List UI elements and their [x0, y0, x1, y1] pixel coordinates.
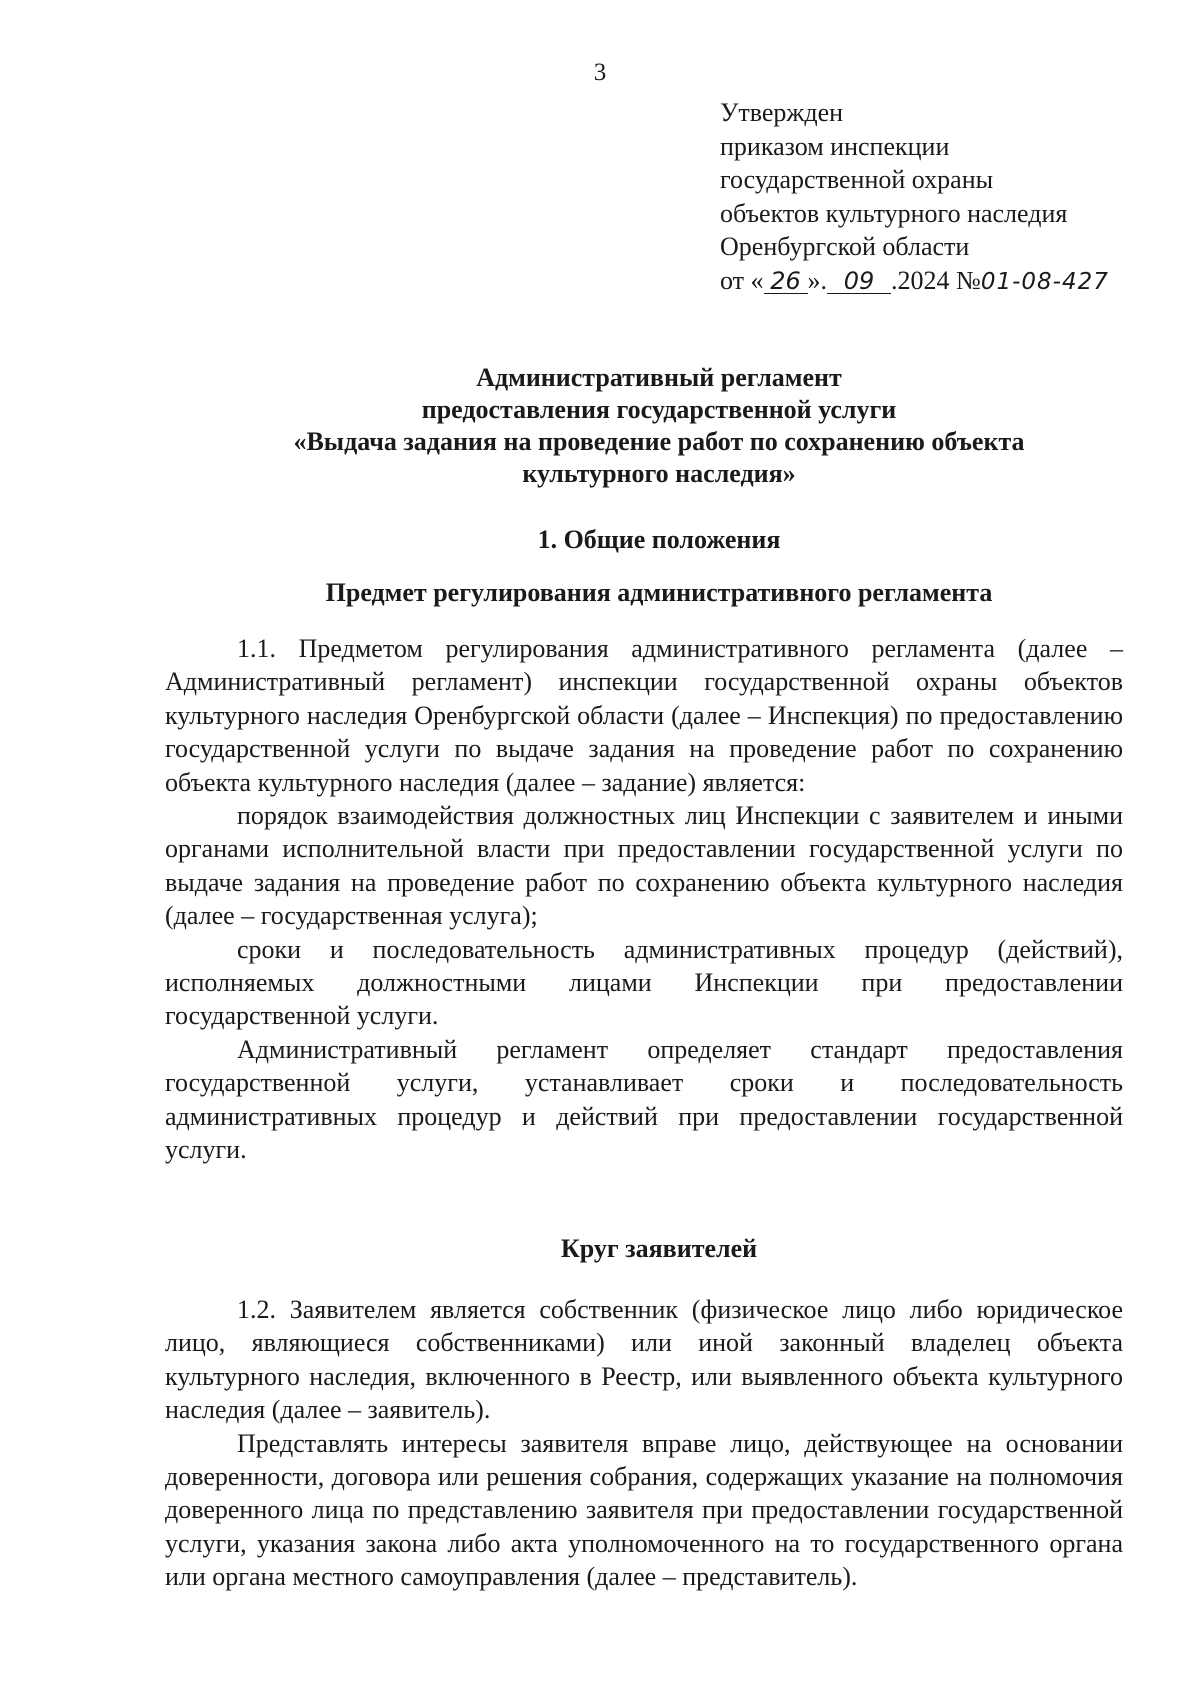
handwritten-order-number: 01-08-427 [980, 268, 1109, 295]
approval-line: государственной охраны [720, 165, 994, 194]
title-line: Административный регламент [476, 363, 842, 392]
paragraph: 1.2. Заявителем является собственник (физическое лицо либо юридическое лицо, являющиеся собственниками) или иной законный владелец объекта культурного наследия, включенного в Реестр, или выявленного объекта культурного наследия (далее – заявитель). [165, 1295, 1123, 1425]
approval-line: приказом инспекции [720, 131, 950, 161]
approval-date-line [720, 264, 1160, 298]
subsection-heading: Предмет регулирования административного регламента [325, 578, 993, 607]
section1-body [165, 632, 1123, 1167]
handwritten-day: 26 [764, 269, 808, 294]
section-heading-applicants: Круг заявителей [560, 1234, 758, 1263]
paragraph: 1.1. Предметом регулирования административного регламента (далее – Административный регламент) инспекции государственной охраны объектов культурного наследия Оренбургской области (далее – Инспекция) по предоставлению государственной услуги по выдаче задания на проведение работ по сохранению объекта культурного наследия (далее – задание) является: [165, 634, 1123, 797]
date-mid: ». [807, 265, 828, 295]
title-line: культурного наследия» [522, 459, 796, 488]
applicants-body [165, 1293, 1123, 1594]
date-year: .2024 № [891, 265, 981, 295]
approval-line: объектов культурного наследия [720, 198, 1068, 228]
paragraph: сроки и последовательность административных процедур (действий), исполняемых должностными лицами Инспекции при предоставлении государственной услуги. [165, 934, 1123, 1031]
page-number: 3 [593, 59, 607, 86]
document-title [160, 362, 1158, 490]
date-prefix: от « [720, 265, 764, 295]
approval-line: Утвержден [720, 98, 844, 127]
paragraph: порядок взаимодействия должностных лиц Инспекции с заявителем и иными органами исполнительной власти при предоставлении государственной услуги по выдаче задания на проведение работ по сохранению объекта культурного наследия (далее – государственная услуга); [165, 801, 1123, 931]
paragraph: Представлять интересы заявителя вправе лицо, действующее на основании доверенности, договора или решения собрания, содержащих указание на полномочия доверенного лица по представлению заявителя при предоставлении государственной услуги, указания закона либо акта уполномоченного на то государственного органа или органа местного самоуправления (далее – представитель). [165, 1428, 1123, 1592]
approval-line: Оренбургской области [720, 232, 970, 261]
approval-stamp-block [720, 96, 1160, 297]
paragraph: Административный регламент определяет стандарт предоставления государственной услуги, устанавливает сроки и последовательность административных процедур и действий при предоставлении государственной услуги. [165, 1034, 1123, 1165]
section-heading: 1. Общие положения [537, 525, 781, 554]
title-line: предоставления государственной услуги [421, 395, 897, 424]
title-line: «Выдача задания на проведение работ по сохранению объекта [293, 427, 1025, 456]
handwritten-month: 09 [827, 269, 891, 294]
